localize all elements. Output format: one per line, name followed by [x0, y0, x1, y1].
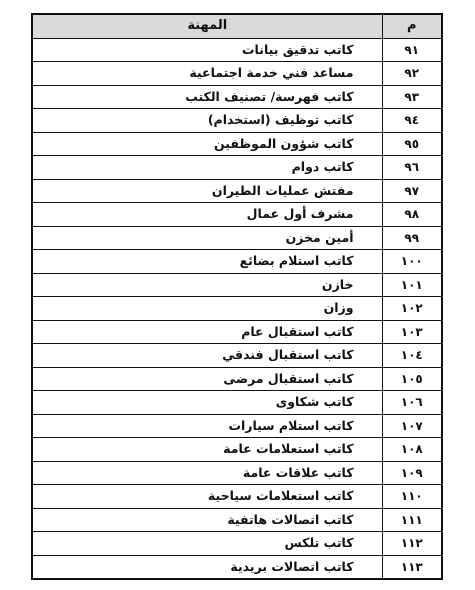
table-row — [32, 85, 442, 109]
header-profession: المهنة — [32, 14, 382, 38]
table-row — [32, 438, 442, 462]
row-profession: كاتب استعلامات عامة — [32, 438, 382, 462]
row-profession: كاتب اتصالات بريدية — [32, 555, 382, 579]
row-profession: وزان — [32, 297, 382, 321]
table-row — [32, 226, 442, 250]
table-row — [32, 132, 442, 156]
row-profession: كاتب استعلامات سياحية — [32, 485, 382, 509]
table-row — [32, 38, 442, 62]
table-row — [32, 461, 442, 485]
row-number: ٩٧ — [382, 179, 442, 203]
table-row — [32, 250, 442, 274]
table-row — [32, 391, 442, 415]
table-header — [32, 14, 442, 38]
table-row — [32, 109, 442, 133]
row-profession: كاتب استلام بضائع — [32, 250, 382, 274]
header-row — [32, 14, 442, 38]
table-row — [32, 344, 442, 368]
table-row — [32, 508, 442, 532]
professions-document — [31, 13, 441, 580]
row-number: ٩٢ — [382, 62, 442, 86]
table-row — [32, 62, 442, 86]
row-number: ١٠١ — [382, 273, 442, 297]
row-number: ١٠٣ — [382, 320, 442, 344]
row-profession: كاتب فهرسة/ تصنيف الكتب — [32, 85, 382, 109]
row-number: ١٠٩ — [382, 461, 442, 485]
row-profession: كاتب شكاوى — [32, 391, 382, 415]
row-number: ١١١ — [382, 508, 442, 532]
row-number: ٩١ — [382, 38, 442, 62]
row-number: ١٠٥ — [382, 367, 442, 391]
professions-table — [31, 13, 443, 580]
row-number: ١١٢ — [382, 532, 442, 556]
row-number: ٩٥ — [382, 132, 442, 156]
table-row — [32, 297, 442, 321]
row-profession: كاتب استقبال مرضى — [32, 367, 382, 391]
row-profession: مشرف أول عمال — [32, 203, 382, 227]
row-number: ٩٨ — [382, 203, 442, 227]
row-number: ١٠٦ — [382, 391, 442, 415]
row-profession: كاتب توظيف (استخدام) — [32, 109, 382, 133]
row-number: ٩٤ — [382, 109, 442, 133]
table-row — [32, 156, 442, 180]
row-profession: خازن — [32, 273, 382, 297]
table-row — [32, 320, 442, 344]
row-number: ١٠٧ — [382, 414, 442, 438]
table-row — [32, 532, 442, 556]
table-row — [32, 555, 442, 579]
row-profession: كاتب دوام — [32, 156, 382, 180]
row-number: ٩٩ — [382, 226, 442, 250]
header-number: م — [382, 14, 442, 38]
row-profession: كاتب علاقات عامة — [32, 461, 382, 485]
table-row — [32, 179, 442, 203]
row-number: ١٠٠ — [382, 250, 442, 274]
row-profession: كاتب استلام سيارات — [32, 414, 382, 438]
row-number: ١٠٢ — [382, 297, 442, 321]
row-number: ٩٦ — [382, 156, 442, 180]
table-row — [32, 485, 442, 509]
row-number: ١٠٨ — [382, 438, 442, 462]
table-row — [32, 367, 442, 391]
table-row — [32, 414, 442, 438]
row-profession: كاتب استقبال فندقي — [32, 344, 382, 368]
row-number: ١١٠ — [382, 485, 442, 509]
row-profession: كاتب استقبال عام — [32, 320, 382, 344]
row-profession: كاتب شؤون الموظفين — [32, 132, 382, 156]
row-number: ١٠٤ — [382, 344, 442, 368]
table-row — [32, 273, 442, 297]
row-profession: مساعد فني خدمة اجتماعية — [32, 62, 382, 86]
row-profession: كاتب تلكس — [32, 532, 382, 556]
row-profession: أمين مخزن — [32, 226, 382, 250]
row-profession: مفتش عمليات الطيران — [32, 179, 382, 203]
table-body — [32, 38, 442, 579]
row-profession: كاتب تدقيق بيانات — [32, 38, 382, 62]
row-profession: كاتب اتصالات هاتفية — [32, 508, 382, 532]
row-number: ٩٣ — [382, 85, 442, 109]
row-number: ١١٣ — [382, 555, 442, 579]
table-row — [32, 203, 442, 227]
